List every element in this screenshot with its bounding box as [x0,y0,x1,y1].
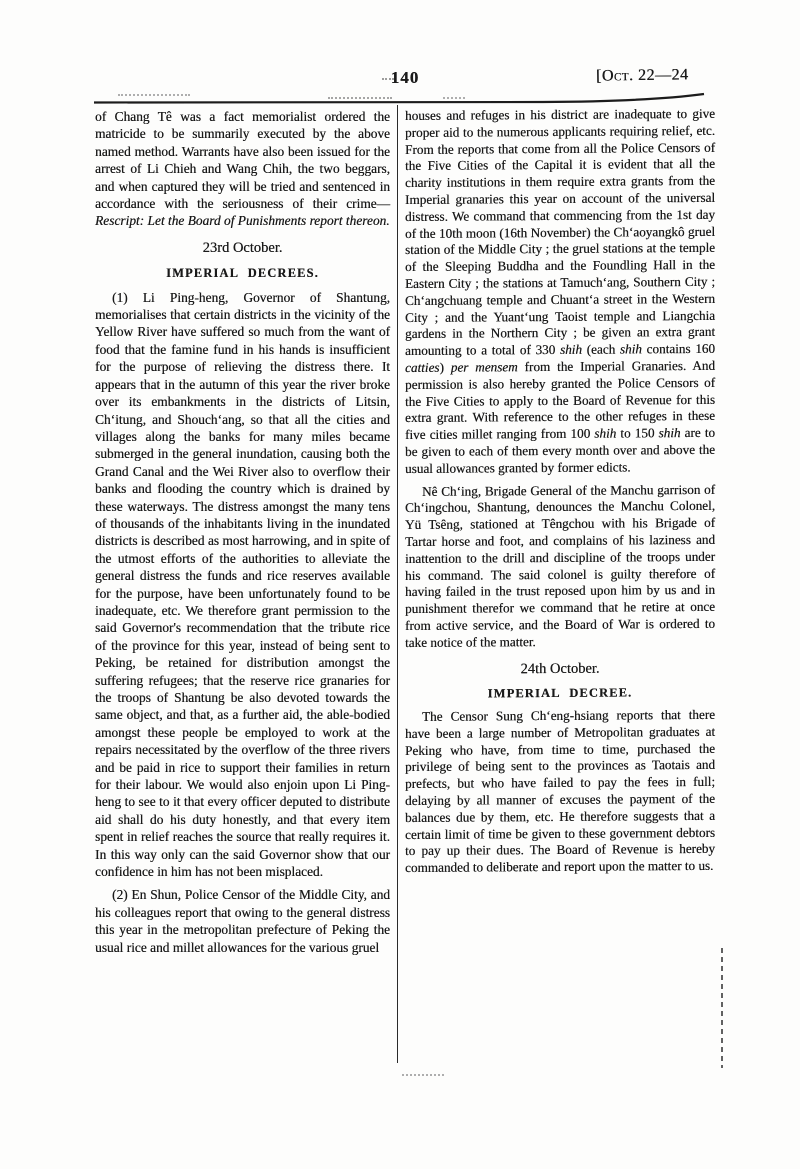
scan-artifact [118,94,190,96]
scan-artifact [328,97,392,99]
paragraph: (1) Li Ping-heng, Governor of Shantung, memorialises that certain districts in the vicinity of the Yellow River have suffered so much from the want of food that the famine fund in his hands is insufficient for the purpose of relieving the distress there. It appears that in the autumn of this year the river broke over its embankments in the districts of Litsin, Ch‘itung, and Shouch‘ang, so that all the cities and villages along the banks for many miles became submerged in the general inundation, causing both the Grand Canal and the Wei River also to overflow their banks and flooding the country which is drained by these waterways. The distress amongst the many tens of thousands of the inhabitants living in the inundated districts is described as most harrowing, and in spite of the utmost efforts of the authorities to alleviate the general distress the funds and rice reserves available for the purpose, have been unfortunately found to be inadequate, etc. We therefore grant permission to the said Governor's recommendation that the tribute rice of the province for this year, instead of being sent to Peking, be retained for distribution amongst the suffering refugees; that the reserve rice granaries for the troops of Shantung be also devoted towards the same object, and that, as a further aid, the able-bodied amongst these people be employed to work at the repairs necessitated by the overflow of the three rivers and be paid in rice to support their families in return for their labour. We would also enjoin upon Li Ping-heng to see to it that every officer deputed to distribute aid shall do his duty honestly, and that every item spent in relief reaches the source that really requires it. In this way only can the said Governor show that our confidence in him has not been misplaced. [95,289,390,880]
paragraph: The Censor Sung Ch‘eng-hsiang reports that there have been a large number of Metropolitan graduates at Peking who have, from time to time, purchased the privilege of being sent to the provinces as Taotais and prefects, but who have failed to pay the fees in full; delaying by all manner of excuses the payment of the balances due by them, etc. He therefore suggests that a certain limit of time be given to these government debtors to pay up their dues. The Board of Revenue is hereby commanded to deliberate and report upon the matter to us. [405,706,715,876]
scan-artifact [443,97,465,99]
scan-artifact [382,78,394,80]
paragraph: (2) En Shun, Police Censor of the Middle City, and his colleagues report that owing to the general distress this year in the metropolitan prefecture of Peking the usual rice and millet allowances for the various gruel [95,887,390,955]
page-number: 140 [390,68,420,87]
decree-heading: IMPERIAL DECREES. [166,266,319,281]
paragraph: houses and refuges in his district are inadequate to give proper aid to the numerous applicants requiring relief, etc. From the reports that come from all the Police Censors of the Five Cities of the Capital it is evident that all the charity institutions in them require extra grants from the Imperial granaries this year on account of the universal distress. We command that commencing from the 1st day of the 10th moon (16th November) the Ch‘aoyangkô gruel station of the Middle City ; the gruel stations at the temple of the Sleeping Buddha and the Foundling Hall in the Eastern City ; the stations at Tamuch‘ang, Southern City ; Ch‘angchuang temple and Chuant‘a street in the Western City ; and the Yuant‘ung Taoist temple and Liangchia gardens in the Northern City ; be given an extra grant amounting to a total of 330 shih (each shih contains 160 catties) per mensem from the Imperial Granaries. And permission is also hereby granted the Police Censors of the Five Cities to apply to the Board of Revenue for this extra grant. With reference to the other refuges in these five cities millet ranging from 100 shih to 150 shih are to be given to each of them every month over and above the usual allowances granted by former edicts. [405,105,715,476]
column-left [95,108,390,956]
date-heading: 24th October. [520,660,600,677]
issue-date-range: [Oct. 22—24 [595,66,689,85]
column-divider [397,105,398,1063]
decree-heading: IMPERIAL DECREE. [487,685,633,701]
scan-artifact [721,948,723,1068]
paragraph: Nê Ch‘ing, Brigade General of the Manchu garrison of Ch‘ingchou, Shantung, denounces the Manchu Colonel, Yü Tsêng, stationed at Têngchou with his Brigade of Tartar horse and foot, and complains of his laziness and inattention to the drill and discipline of the troops under his command. The said colonel is guilty therefore of having failed in the trust reposed upon him by us and in punishment therefor we command that he retire at once from active service, and the Board of War is ordered to take notice of the matter. [405,481,715,650]
paragraph: of Chang Tê was a fact memorialist ordered the matricide to be summarily executed by the above named method. Warrants have also been issued for the arrest of Li Chieh and Wang Chih, the two beggars, and when captured they will be tried and sentenced in accordance with the seriousness of their crime—Rescript: Let the Board of Punishments report thereon. [95,109,390,229]
column-right [405,106,715,877]
scan-artifact [402,1074,444,1076]
date-heading: 23rd October. [202,239,283,256]
